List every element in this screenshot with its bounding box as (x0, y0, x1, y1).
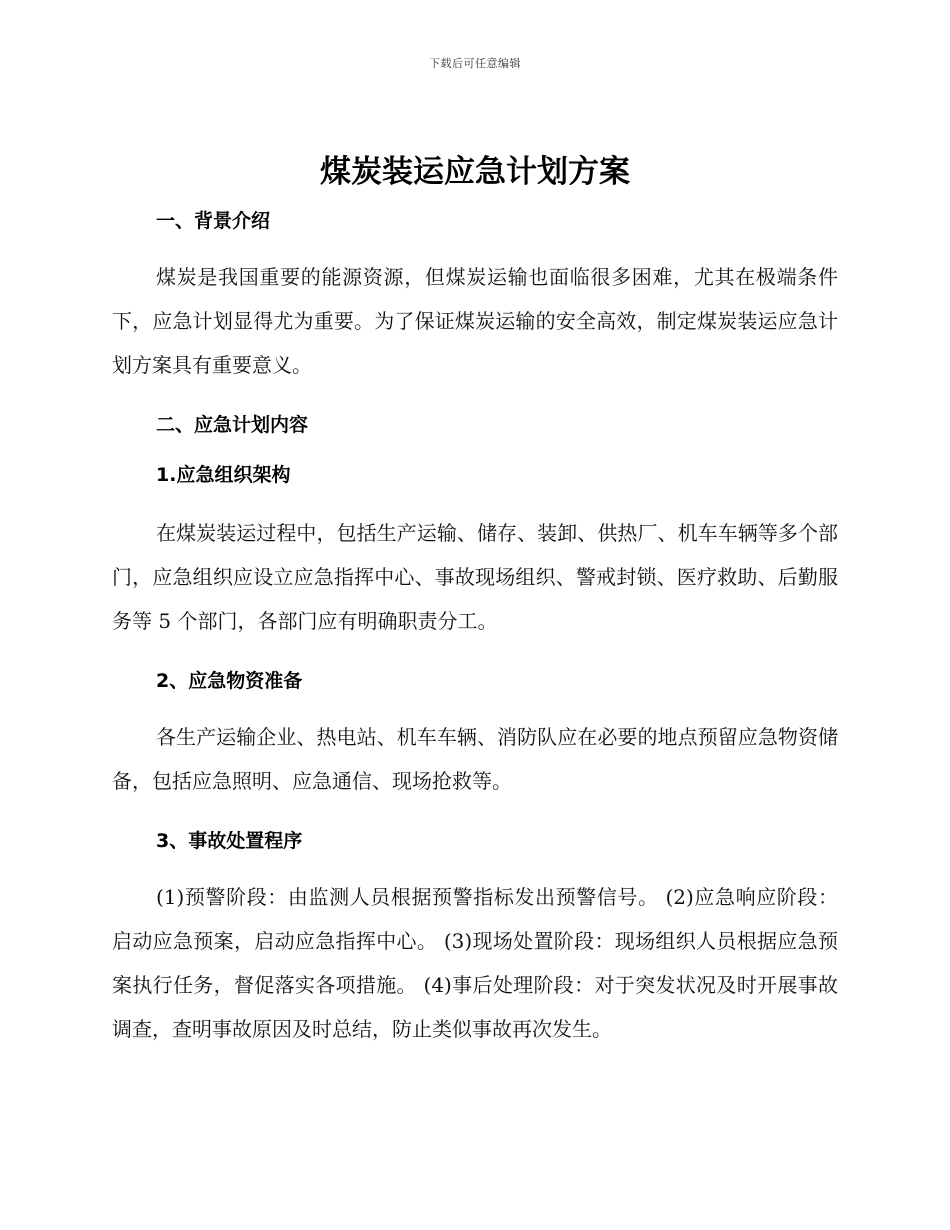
subsection-paragraph-procedure: (1)预警阶段：由监测人员根据预警指标发出预警信号。 (2)应急响应阶段：启动应急预案，启动应急指挥中心。 (3)现场处置阶段：现场组织人员根据应急预案执行任务，督促落实各项措施。 (4)事后处理阶段：对于突发状况及时开展事故调查，查明事故原因及时总结，防止类似事故再次发生。 (112, 885, 838, 1041)
section-paragraph-background: 煤炭是我国重要的能源资源，但煤炭运输也面临很多困难，尤其在极端条件下，应急计划显得尤为重要。为了保证煤炭运输的安全高效，制定煤炭装运应急计划方案具有重要意义。 (112, 265, 838, 377)
subsection-heading-supplies: 2、应急物资准备 (156, 670, 303, 692)
section-heading-background: 一、背景介绍 (156, 210, 271, 232)
document-title: 煤炭装运应急计划方案 (320, 154, 630, 190)
section-heading-plan-content: 二、应急计划内容 (156, 414, 309, 436)
subsection-paragraph-supplies: 各生产运输企业、热电站、机车车辆、消防队应在必要的地点预留应急物资储备，包括应急照明、应急通信、现场抢救等。 (112, 725, 838, 793)
subsection-heading-organization: 1.应急组织架构 (156, 464, 291, 486)
header-note: 下载后可任意编辑 (429, 57, 521, 70)
document-body (112, 205, 838, 1051)
subsection-paragraph-organization: 在煤炭装运过程中，包括生产运输、储存、装卸、供热厂、机车车辆等多个部门，应急组织应设立应急指挥中心、事故现场组织、警戒封锁、医疗救助、后勤服务等 5 个部门，各部门应有明确职责分工。 (112, 521, 838, 633)
subsection-heading-procedure: 3、事故处置程序 (156, 830, 303, 852)
